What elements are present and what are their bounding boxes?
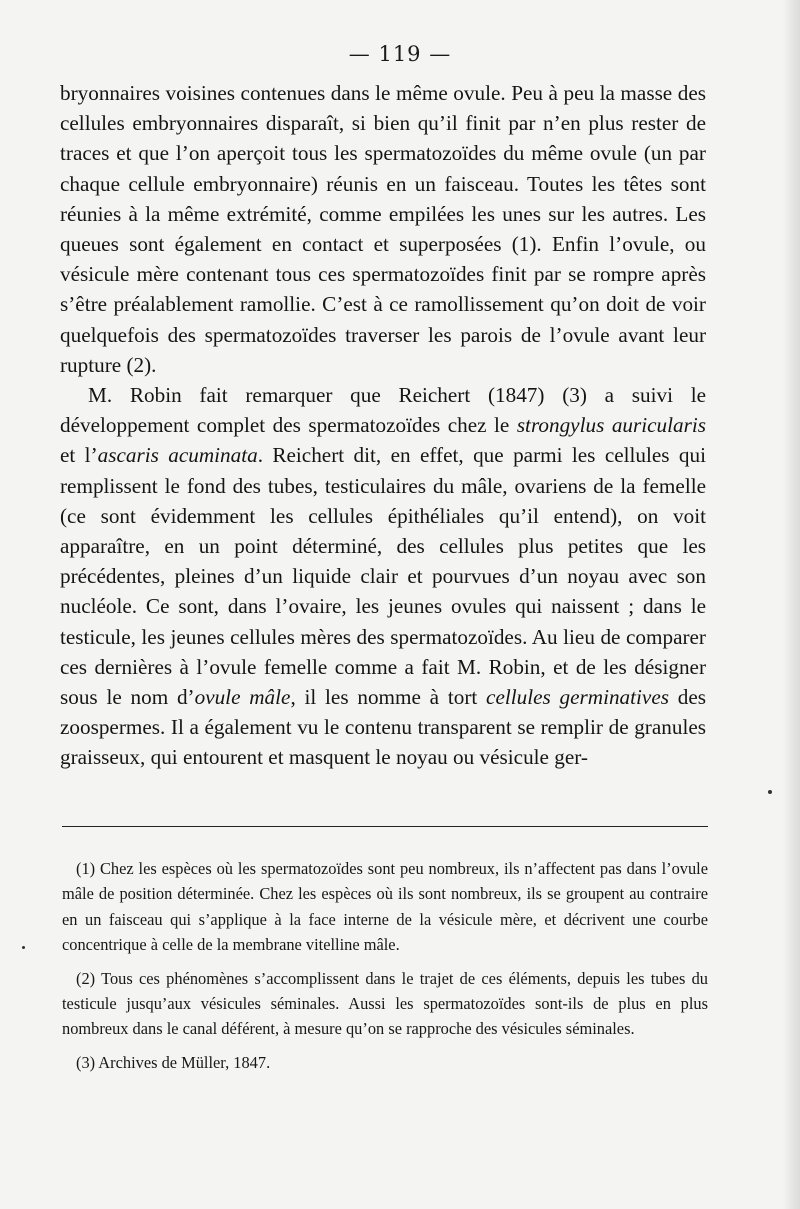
term-ovule-male: ovule mâle — [194, 685, 291, 710]
paper-speck — [768, 790, 772, 794]
page-edge-shadow — [782, 0, 800, 1209]
species-name-ascaris: ascaris acuminata — [97, 443, 258, 468]
page-number: — 119 — — [348, 42, 452, 66]
term-cellules-germinatives: cellules germinatives — [486, 685, 669, 710]
footnote-3: (3) Archives de Müller, 1847. — [76, 1052, 271, 1072]
paragraph-2-part-1: M. Robin fait remarquer que Reichert (1847) (3) a suivi le développement complet des spermatozoïdes chez le — [60, 383, 706, 438]
paragraph-1: bryonnaires voisines contenues dans le même ovule. Peu à peu la masse des cellules embryonnaires disparaît, si bien qu’il finit par n’en plus rester de traces et que l’on aperçoit tous les spermatozoïdes du même ovule (un par chaque cellule embryonnaire) réunis en un faisceau. Toutes les têtes sont réunies à la même extrémité, comme empilées les unes sur les autres. Les queues sont également en contact et superposées (1). Enfin l’ovule, ou vésicule mère contenant tous ces spermatozoïdes finit par se rompre après s’être préalablement ramollie. C’est à ce ramollissement qu’on doit de voir quelquefois des spermatozoïdes traverser les parois de l’ovule avant leur rupture (2). — [60, 81, 706, 377]
paragraph-2-part-3: . Reichert dit, en effet, que parmi les cellules qui remplissent le fond des tubes, testiculaires du mâle, ovariens de la femelle (ce sont évidemment les cellules épithéliales qu’il entend), on voit apparaître, en un point déterminé, des cellules plus petites que les précédentes, pleines d’un liquide clair et pourvues d’un noyau avec son nucléole. Ce sont, dans l’ovaire, les jeunes ovules qui naissent ; dans le testicule, les jeunes cellules mères des spermatozoïdes. Au lieu de comparer ces dernières à l’ovule femelle comme a fait M. Robin, et de les désigner sous le nom d’ — [60, 443, 706, 710]
main-text — [60, 78, 706, 773]
species-name-strongylus: strongylus auricularis — [516, 413, 706, 438]
paragraph-2-part-5: des zoospermes. Il a également vu le contenu transparent se remplir de granules graisseux, qui entourent et masquent le noyau ou vésicule ger- — [60, 685, 706, 770]
footnotes — [62, 856, 708, 1083]
footnote-divider — [62, 826, 708, 827]
paper-speck — [22, 946, 25, 949]
paragraph-2-part-4: , il les nomme à tort — [290, 685, 487, 710]
paragraph-2-part-2: et l’ — [60, 443, 98, 468]
paragraph-2 — [60, 380, 706, 773]
footnote-2: (2) Tous ces phénomènes s’accomplissent dans le trajet de ces éléments, depuis les tubes du testicule jusqu’aux vésicules séminales. Aussi les spermatozoïdes sont-ils de plus en plus nombreux dans le canal déférent, à mesure qu’on se rapproche des vésicules séminales. — [62, 968, 708, 1039]
footnote-1: (1) Chez les espèces où les spermatozoïdes sont peu nombreux, ils n’affectent pas dans l’ovule mâle de position déterminée. Chez les espèces où ils sont nombreux, ils se groupent au contraire en un faisceau qui s’applique à la face interne de la vésicule mère, et décrivent une courbe concentrique à celle de la membrane vitelline mâle. — [62, 859, 708, 955]
